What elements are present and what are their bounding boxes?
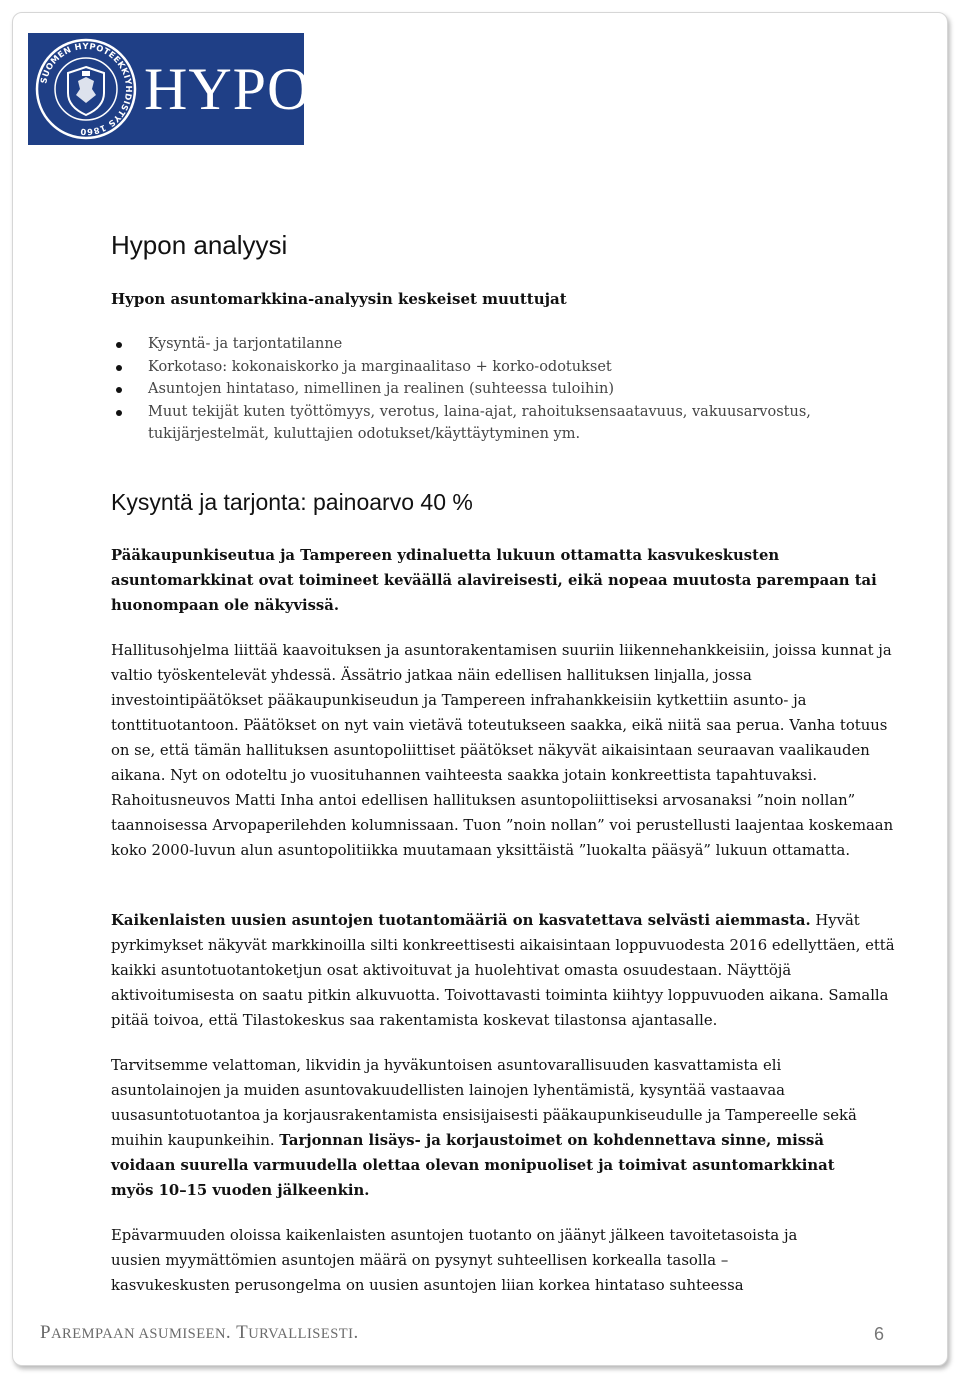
- list-item: Kysyntä- ja tarjontatilanne: [111, 333, 891, 356]
- list-item: Muut tekijät kuten työttömyys, verotus, laina-ajat, rahoituksensaatavuus, vakuusarvostus, tukijärjestelmät, kuluttajien odotukset/käyttäytyminen ym.: [111, 401, 891, 446]
- page-number: 6: [874, 1324, 885, 1344]
- paragraph-2-text: Hyvät pyrkimykset näkyvät markkinoilla silti konkreettisesti aikaisintaan loppuvuodesta 2016 edellyttäen, että kaikki asuntotuotantoketjun osat aktivoituvat ja huolehtivat omasta osuudestaan. Näyttöjä aktivoitumisesta on saatu pitkin alkuvuotta. Toivottavasti toiminta kiihtyy loppuvuoden aikana. Samalla pitää toivoa, että Tilastokeskus saa rakentamista koskevat tilastonsa ajantasalle.: [111, 912, 895, 1029]
- seal-emblem-icon: [34, 37, 138, 141]
- section-heading: Kysyntä ja tarjonta: painoarvo 40 %: [111, 489, 473, 515]
- page-title: Hypon analyysi: [111, 230, 288, 260]
- paragraph-3-text: Tarvitsemme velattoman, likvidin ja hyväkuntoisen asuntovarallisuuden kasvattamista eli asuntolainojen ja muiden asuntovakuudellisten lainojen lyhentämistä, kysyntää vastaavaa uusasuntotuotantoa ja korjausrakentamista ensisijaisesti pääkaupunkiseudulle ja Tampereelle sekä muihin kaupunkeihin.: [111, 1057, 857, 1149]
- paragraph-1: Hallitusohjelma liittää kaavoituksen ja asuntorakentamisen suuriin liikennehankkeisiin, joissa kunnat ja valtio työskentelevät yhdessä. Ässätrio jatkaa näin edellisen hallituksen linjalla, jossa investointipäätökset pääkaupunkiseudun ja Tampereen infrahankkeisiin kytkettiin asunto- ja tonttituotantoon. Päätökset on nyt vain vietävä toteutukseen saakka, eikä niitä saa perua. Vanha totuus on se, että tämän hallituksen asuntopoliittiset päätökset näkyvät aikaisintaan seuraavan vaalikauden aikana. Nyt on odoteltu jo vuosituhannen vaihteesta saakka jotain konkreettista tapahtuvaksi. Rahoitusneuvos Matti Inha antoi edellisen hallituksen asuntopoliittiseksi arvosanaksi ”noin nollan” taannoisessa Arvopaperilehden kolumnissaan. Tuon ”noin nollan” voi perustellusti laajentaa koskemaan koko 2000-luvun alun asuntopolitiikka muutamaan yksittäistä ”luokalta pääsyä” lukuun ottamatta.: [111, 642, 894, 859]
- paragraph-3-bold: Tarjonnan lisäys- ja korjaustoimet on kohdennettava sinne, missä voidaan suurella varmuudella olettaa olevan monipuoliset ja toimivat asuntomarkkinat myös 10–15 vuoden jälkeenkin.: [111, 1132, 835, 1199]
- variables-list: [111, 333, 891, 446]
- subtitle: Hypon asuntomarkkina-analyysin keskeiset muuttujat: [111, 290, 567, 308]
- paragraph-2: [111, 908, 901, 1033]
- paragraph-4: Epävarmuuden oloissa kaikenlaisten asuntojen tuotanto on jäänyt jälkeen tavoitetasoista ja uusien myymättömien asuntojen määrä on pysynyt suhteellisen korkealla tasolla – kasvukeskusten perusongelma on uusien asuntojen liian korkea hintataso suhteessa: [111, 1227, 798, 1294]
- list-item: Asuntojen hintataso, nimellinen ja realinen (suhteessa tuloihin): [111, 378, 891, 401]
- logo-wordmark: HYPO: [144, 56, 312, 122]
- list-item: Korkotaso: kokonaiskorko ja marginaalitaso + korko-odotukset: [111, 356, 891, 379]
- seal-text: SUOMEN HYPOTEEKKIYHDISTYS 1860: [38, 40, 135, 138]
- paragraph-3: [111, 1053, 876, 1203]
- lead-paragraph: Pääkaupunkiseutua ja Tampereen ydinaluetta lukuun ottamatta kasvukeskusten asuntomarkkinat ovat toimineet keväällä alavireisesti, eikä nopeaa muutosta parempaan tai huonompaan ole näkyvissä.: [111, 547, 877, 614]
- hypo-logo: [28, 33, 312, 145]
- paragraph-2-bold: Kaikenlaisten uusien asuntojen tuotantomääriä on kasvatettava selvästi aiemmasta.: [111, 912, 811, 929]
- footer-slogan: PAREMPAAN ASUMISEEN. TURVALLISESTI.: [40, 1322, 359, 1343]
